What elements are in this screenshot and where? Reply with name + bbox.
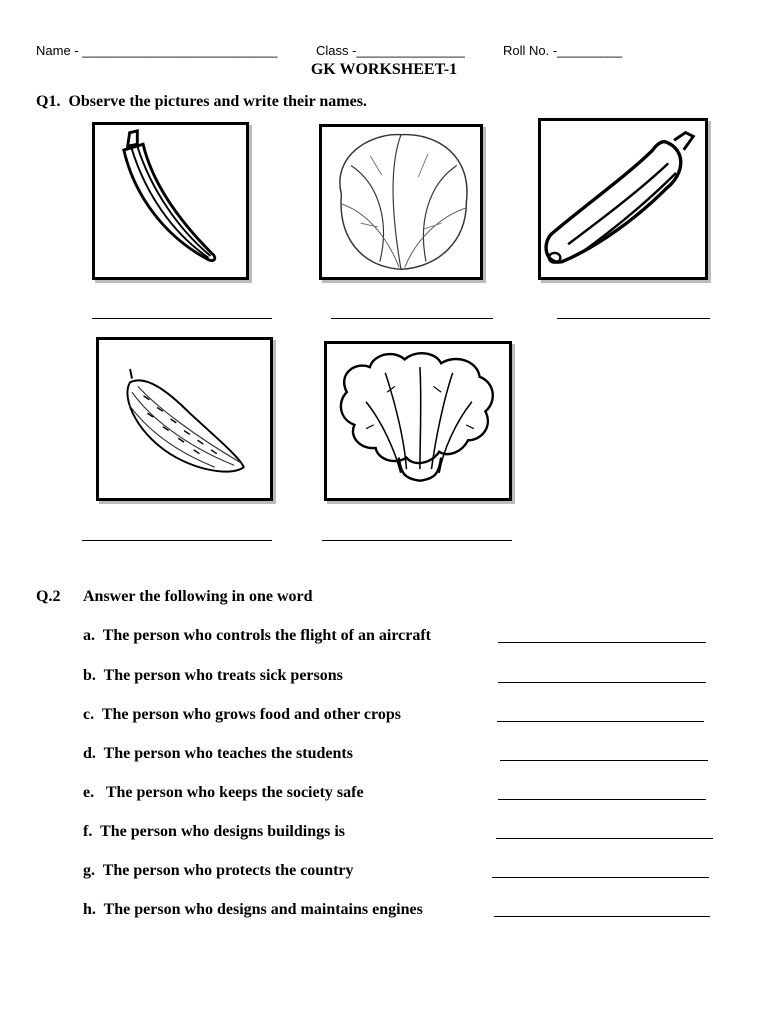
answer-line-d[interactable] xyxy=(500,760,708,761)
q2-heading: Answer the following in one word xyxy=(83,588,313,605)
q2-item-f: f. The person who designs buildings is xyxy=(83,823,346,840)
q2-item-d: d. The person who teaches the students xyxy=(83,745,353,762)
answer-line-picture-3[interactable] xyxy=(557,318,710,319)
q2-number: Q.2 xyxy=(36,588,61,605)
picture-box-1 xyxy=(92,122,249,280)
answer-line-f[interactable] xyxy=(496,838,713,839)
name-field-label: Name - ___________________________ xyxy=(36,43,278,58)
q1-heading: Q1. Observe the pictures and write their names. xyxy=(36,93,367,110)
cabbage-icon xyxy=(322,127,480,277)
answer-line-g[interactable] xyxy=(492,877,709,878)
picture-box-5 xyxy=(324,341,512,501)
picture-box-2 xyxy=(319,124,483,280)
answer-line-picture-4[interactable] xyxy=(82,540,272,541)
q2-item-a: a. The person who controls the flight of an aircraft xyxy=(83,627,431,644)
q2-item-e: e. The person who keeps the society safe xyxy=(83,784,364,801)
picture-box-4 xyxy=(96,337,273,501)
picture-box-3 xyxy=(538,118,708,280)
q2-item-h: h. The person who designs and maintains engines xyxy=(83,901,423,918)
zucchini-icon xyxy=(541,121,705,277)
lettuce-icon xyxy=(327,344,509,498)
q2-item-g: g. The person who protects the country xyxy=(83,862,354,879)
answer-line-picture-5[interactable] xyxy=(322,540,512,541)
answer-line-e[interactable] xyxy=(498,799,706,800)
bitter-gourd-icon xyxy=(99,340,270,498)
answer-line-b[interactable] xyxy=(498,682,706,683)
q2-item-c: c. The person who grows food and other crops xyxy=(83,706,401,723)
answer-line-picture-2[interactable] xyxy=(331,318,493,319)
answer-line-c[interactable] xyxy=(497,721,704,722)
worksheet-title: GK WORKSHEET-1 xyxy=(310,61,458,78)
answer-line-h[interactable] xyxy=(494,916,710,917)
answer-line-picture-1[interactable] xyxy=(92,318,272,319)
class-field-label: Class -_______________ xyxy=(316,43,465,58)
answer-line-a[interactable] xyxy=(498,642,706,643)
roll-number-field-label: Roll No. -_________ xyxy=(503,43,623,58)
q2-item-b: b. The person who treats sick persons xyxy=(83,667,343,684)
okra-icon xyxy=(95,125,246,277)
